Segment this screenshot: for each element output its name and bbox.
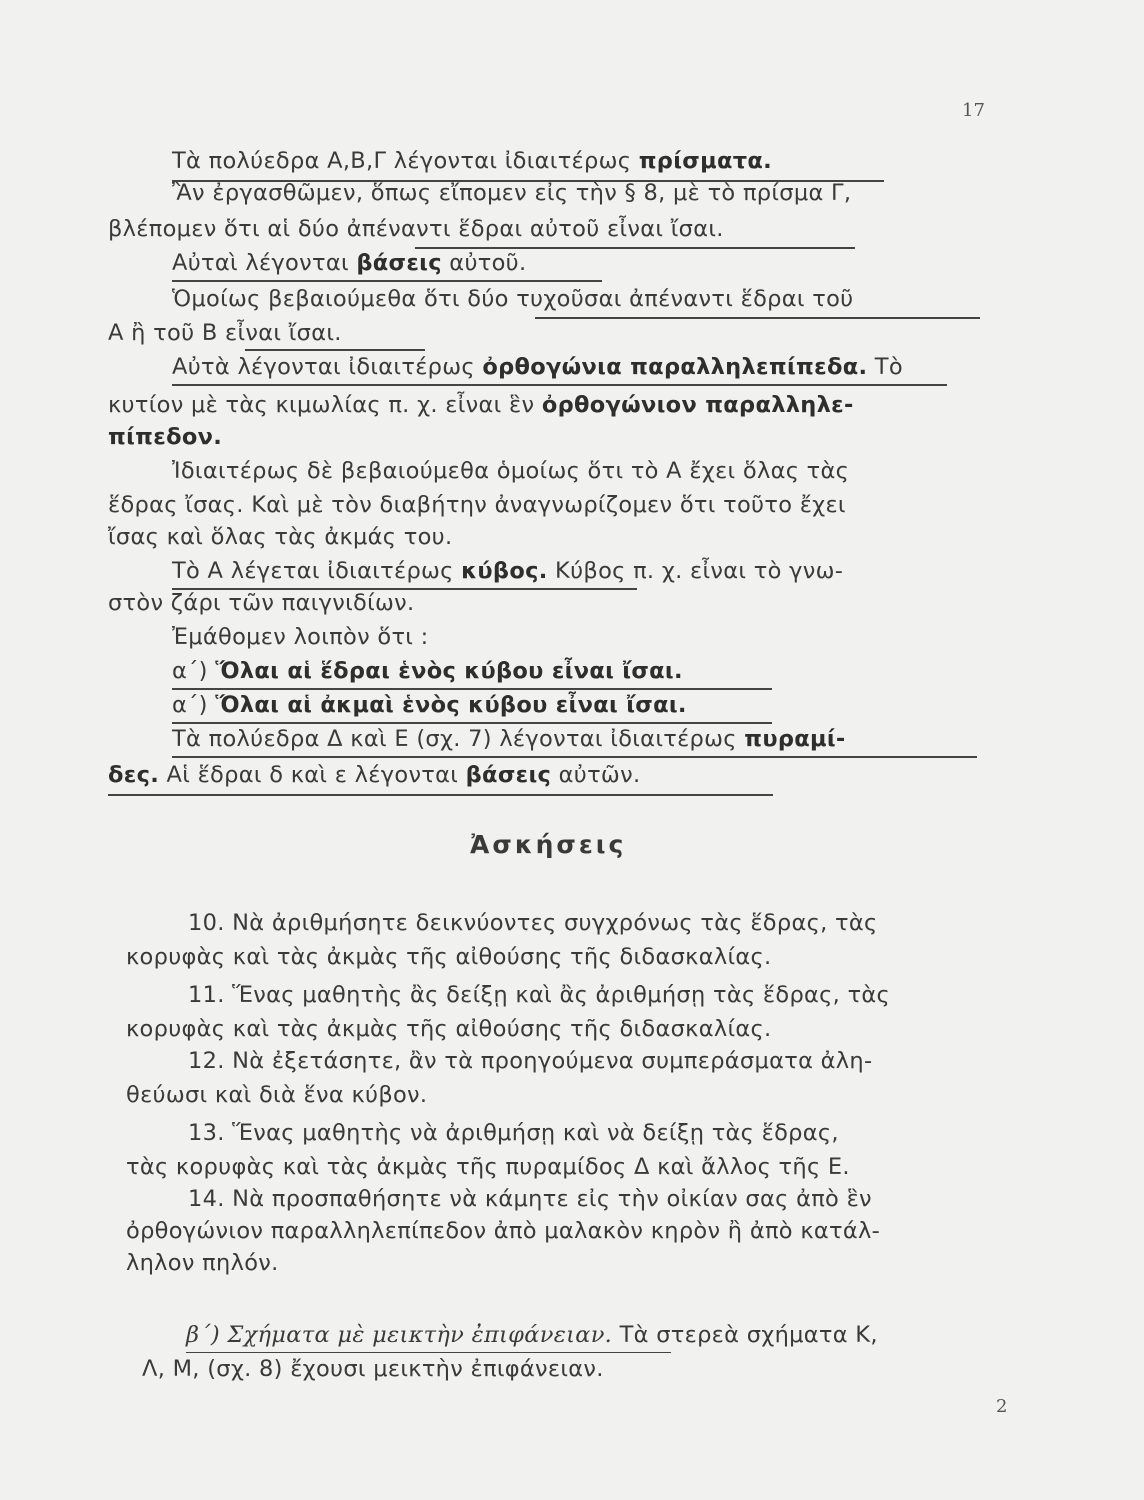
text-line: Ἂν ἐργασθῶμεν, ὅπως εἴπομεν εἰς τὴν § 8, μὲ τὸ πρίσμα Γ, bbox=[172, 180, 852, 206]
text-line bbox=[108, 760, 640, 790]
bold-term: βάσεις bbox=[465, 762, 552, 788]
exercise-line: 13. Ἕνας μαθητὴς νὰ ἀριθμήσῃ καὶ νὰ δείξῃ τὰς ἕδρας, bbox=[188, 1120, 839, 1146]
text-line: πίπεδον. bbox=[108, 424, 223, 450]
text-line: βλέπομεν ὅτι αἱ δύο ἀπέναντι ἕδραι αὐτοῦ εἶναι ἴσαι. bbox=[108, 216, 724, 242]
exercise-line: ληλον πηλόν. bbox=[126, 1250, 279, 1276]
text-line bbox=[172, 146, 772, 176]
section-heading: Ἀσκήσεις bbox=[470, 830, 627, 859]
page-number: 17 bbox=[962, 100, 985, 121]
text-span: Τὰ στερεὰ σχήματα Κ, bbox=[612, 1322, 878, 1348]
bold-rule: Ὅλαι αἱ ἀκμαὶ ἑνὸς κύβου εἶναι ἴσαι. bbox=[215, 692, 687, 718]
rule-line bbox=[172, 656, 683, 686]
bold-term: βάσεις bbox=[356, 250, 442, 276]
underline bbox=[172, 280, 602, 282]
section-b-line bbox=[186, 1320, 878, 1350]
text-line bbox=[108, 390, 854, 420]
text-span: κυτίον μὲ τὰς κιμωλίας π. χ. εἶναι ἓν bbox=[108, 392, 542, 418]
underline bbox=[172, 384, 947, 386]
text-span: Αἱ ἕδραι δ καὶ ε λέγονται bbox=[159, 762, 466, 788]
text-line: Λ, Μ, (σχ. 8) ἔχουσι μεικτὴν ἐπιφάνειαν. bbox=[142, 1356, 604, 1382]
text-line bbox=[172, 724, 846, 754]
text-line bbox=[172, 556, 843, 586]
text-span: Κύβος π. χ. εἶναι τὸ γνω- bbox=[547, 558, 844, 584]
exercise-line: θεύωσι καὶ διὰ ἕνα κύβον. bbox=[126, 1082, 428, 1108]
text-line: Ἐμάθομεν λοιπὸν ὅτι : bbox=[172, 624, 429, 650]
underline bbox=[108, 794, 773, 796]
underline bbox=[172, 756, 977, 758]
bold-rule: Ὅλαι αἱ ἕδραι ἑνὸς κύβου εἶναι ἴσαι. bbox=[215, 658, 683, 684]
exercise-line: 14. Νὰ προσπαθήσητε νὰ κάμητε εἰς τὴν οἰκίαν σας ἀπὸ ἓν bbox=[188, 1186, 872, 1212]
exercise-line: 11. Ἕνας μαθητὴς ἂς δείξῃ καὶ ἂς ἀριθμήσῃ τὰς ἕδρας, τὰς bbox=[188, 982, 891, 1008]
exercise-line: ὀρθογώνιον παραλληλεπίπεδον ἀπὸ μαλακὸν κηρὸν ἢ ἀπὸ κατάλ- bbox=[126, 1218, 881, 1244]
section-b-title: β΄) Σχήματα μὲ μεικτὴν ἐπιφάνειαν. bbox=[186, 1322, 613, 1348]
text-line bbox=[172, 352, 903, 382]
text-span: α΄) bbox=[172, 692, 216, 718]
bold-term: ὀρθογώνια παραλληλεπίπεδα. bbox=[482, 354, 868, 380]
text-line: Α ἢ τοῦ Β εἶναι ἴσαι. bbox=[108, 320, 342, 346]
bold-term: πυραμί- bbox=[744, 726, 846, 752]
text-span: αὐτῶν. bbox=[551, 762, 641, 788]
bold-term: πρίσματα. bbox=[638, 148, 772, 174]
text-line bbox=[172, 248, 526, 278]
text-span: α΄) bbox=[172, 658, 216, 684]
signature-mark: 2 bbox=[996, 1396, 1008, 1417]
rule-line bbox=[172, 690, 687, 720]
text-line: Ὁμοίως βεβαιούμεθα ὅτι δύο τυχοῦσαι ἀπέναντι ἕδραι τοῦ bbox=[172, 286, 854, 312]
text-span: Τὰ πολύεδρα Α,Β,Γ λέγονται ἰδιαιτέρως bbox=[172, 148, 639, 174]
text-span: Αὐτὰ λέγονται ἰδιαιτέρως bbox=[172, 354, 483, 380]
exercise-line: 10. Νὰ ἀριθμήσητε δεικνύοντες συγχρόνως τὰς ἕδρας, τὰς bbox=[188, 910, 878, 936]
bold-term: κύβος. bbox=[461, 558, 548, 584]
text-line: Ἰδιαιτέρως δὲ βεβαιούμεθα ὁμοίως ὅτι τὸ Α ἔχει ὅλας τὰς bbox=[172, 458, 850, 484]
exercise-line: τὰς κορυφὰς καὶ τὰς ἀκμὰς τῆς πυραμίδος Δ καὶ ἄλλος τῆς Ε. bbox=[126, 1154, 850, 1180]
underline bbox=[535, 317, 980, 319]
text-span: αὐτοῦ. bbox=[441, 250, 527, 276]
text-line: ἕδρας ἴσας. Καὶ μὲ τὸν διαβήτην ἀναγνωρίζομεν ὅτι τοῦτο ἔχει bbox=[108, 492, 846, 518]
exercise-line: 12. Νὰ ἐξετάσητε, ἂν τὰ προηγούμενα συμπεράσματα ἀλη- bbox=[188, 1048, 873, 1074]
text-span: Τὸ Α λέγεται ἰδιαιτέρως bbox=[172, 558, 462, 584]
text-span: Τὸ bbox=[867, 354, 903, 380]
text-span: Τὰ πολύεδρα Δ καὶ Ε (σχ. 7) λέγονται ἰδιαιτέρως bbox=[172, 726, 745, 752]
text-span: Αὐταὶ λέγονται bbox=[172, 250, 357, 276]
exercise-line: κορυφὰς καὶ τὰς ἀκμὰς τῆς αἰθούσης τῆς διδασκαλίας. bbox=[126, 944, 772, 970]
underline bbox=[245, 349, 425, 351]
text-line: στὸν ζάρι τῶν παιγνιδίων. bbox=[108, 590, 415, 616]
bold-term: ὀρθογώνιον παραλληλε- bbox=[541, 392, 854, 418]
bold-term: δες. bbox=[108, 762, 160, 788]
text-line: ἴσας καὶ ὅλας τὰς ἀκμάς του. bbox=[108, 524, 453, 550]
exercise-line: κορυφὰς καὶ τὰς ἀκμὰς τῆς αἰθούσης τῆς διδασκαλίας. bbox=[126, 1016, 772, 1042]
underline bbox=[186, 1352, 671, 1353]
